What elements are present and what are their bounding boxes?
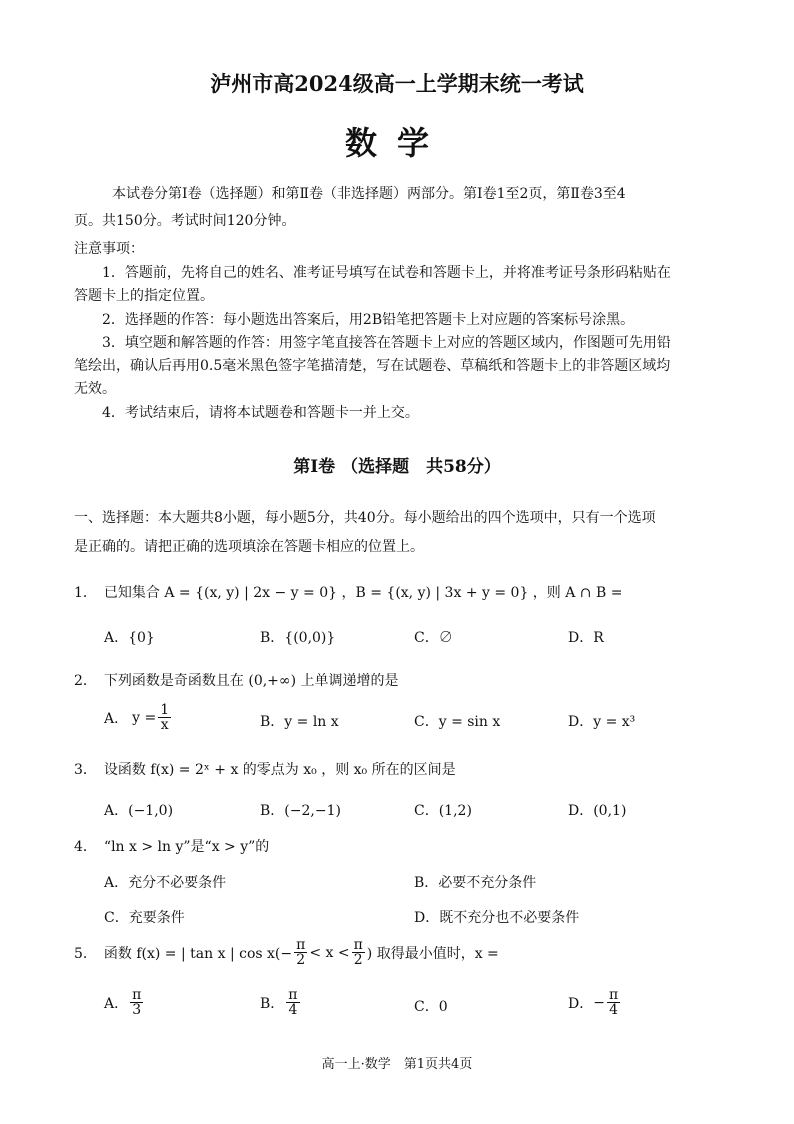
q5-option-d-sign: − [593,994,605,1011]
q1-option-c: C．∅ [414,630,453,646]
q5-option-a-fraction [130,988,143,1017]
fraction-denominator: 4 [288,1002,298,1018]
question-4-stem: 4． “ln x > ln y”是“x > y”的 [74,839,270,855]
fraction-numerator: π [132,987,142,1003]
fraction-numerator: π [608,987,619,1003]
note-line: 无效。 [74,381,116,397]
notes-heading: 注意事项： [74,241,144,257]
note-line: 2．选择题的作答：每小题选出答案后，用2B铅笔把答题卡上对应题的答案标号涂黑。 [102,312,635,328]
q5-lower-bound-fraction [294,938,307,967]
fraction-numerator: π [288,987,298,1003]
q5-stem-start: 5． 函数 f(x) = | tan x | cos x(− [74,945,293,962]
q2-option-a-lhs: y = [132,709,157,726]
q5-option-b-label: B． [260,995,285,1012]
q2-option-a [104,703,173,732]
fraction-denominator: 2 [296,952,306,968]
fraction-numerator: 1 [160,702,170,718]
note-line: 3．填空题和解答题的作答：用签字笔直接答在答题卡上对应的答题区域内，作图题可先用铅 [102,335,671,351]
page-footer: 高一上·数学 第1页共4页 [321,1057,473,1072]
question-1-stem: 1． 已知集合 A = {(x, y) | 2x − y = 0} ，B = {(x, y) | 3x + y = 0} ，则 A ∩ B = [74,585,623,601]
note-line: 笔绘出，确认后再用0.5毫米黑色签字笔描清楚，写在试题卷、草稿纸和答题卡上的非答题区域均 [74,358,671,374]
note-line: 1．答题前，先将自己的姓名、准考证号填写在试卷和答题卡上，并将准考证号条形码粘贴在 [102,265,671,281]
q5-stem-middle: < x < [309,944,350,961]
question-2-stem: 2． 下列函数是奇函数且在 (0,+∞) 上单调递增的是 [74,673,399,689]
q2-option-c: C．y = sin x [414,714,501,730]
q5-option-d-fraction [607,988,620,1017]
section-instruction-2: 是正确的。请把正确的选项填涂在答题卡相应的位置上。 [74,539,424,555]
q1-option-d: D．R [568,630,604,646]
q2-option-d: D．y = x³ [568,714,636,730]
q2-option-a-fraction [158,703,171,732]
q3-option-c: C．(1,2) [414,803,472,819]
section-title: 第Ⅰ卷 （选择题 共58分） [293,457,501,477]
note-line: 答题卡上的指定位置。 [74,288,214,304]
fraction-denominator: x [160,717,169,733]
fraction-numerator: π [296,937,306,953]
q4-option-b: B．必要不充分条件 [414,875,537,891]
q5-option-b-fraction [286,988,299,1017]
q4-option-c: C．充要条件 [104,910,185,926]
fraction-numerator: π [353,937,363,953]
q3-option-b: B．(−2,−1) [260,803,341,819]
q5-option-a [104,988,145,1017]
fraction-denominator: 4 [609,1002,619,1018]
q5-option-d-label: D． [568,995,594,1012]
section-instruction-1: 一、选择题：本大题共8小题，每小题5分，共40分。每小题给出的四个选项中，只有一个选项 [74,510,656,526]
q1-option-a: A．{0} [104,630,155,646]
q3-option-d: D．(0,1) [568,803,627,819]
q4-option-a: A．充分不必要条件 [104,875,227,891]
q5-upper-bound-fraction [352,938,365,967]
q5-stem-end: ) 取得最小值时，x = [366,945,499,962]
exam-title: 泸州市高2024级高一上学期末统一考试 [210,71,584,96]
subject-title: 数学 [344,124,449,162]
q2-option-b: B．y = ln x [260,714,339,730]
fraction-denominator: 2 [353,952,363,968]
q2-option-a-label: A． [104,710,129,727]
note-line: 4．考试结束后，请将本试题卷和答题卡一并上交。 [102,405,419,421]
q5-option-a-label: A． [104,995,129,1012]
intro-line-1: 本试卷分第Ⅰ卷（选择题）和第Ⅱ卷（非选择题）两部分。第Ⅰ卷1至2页，第Ⅱ卷3至4 [112,186,626,202]
q3-option-a: A．(−1,0) [104,803,174,819]
q5-option-c: C．0 [414,999,448,1015]
question-3-stem: 3． 设函数 f(x) = 2ˣ + x 的零点为 x₀ ，则 x₀ 所在的区间是 [74,762,456,778]
question-5-stem [74,938,499,967]
q1-option-b: B．{(0,0)} [260,630,336,646]
q5-option-b [260,988,302,1017]
q4-option-d: D．既不充分也不必要条件 [414,910,580,926]
q5-option-d [568,988,622,1017]
fraction-denominator: 3 [132,1002,142,1018]
intro-line-2: 页。共150分。考试时间120分钟。 [74,213,296,229]
